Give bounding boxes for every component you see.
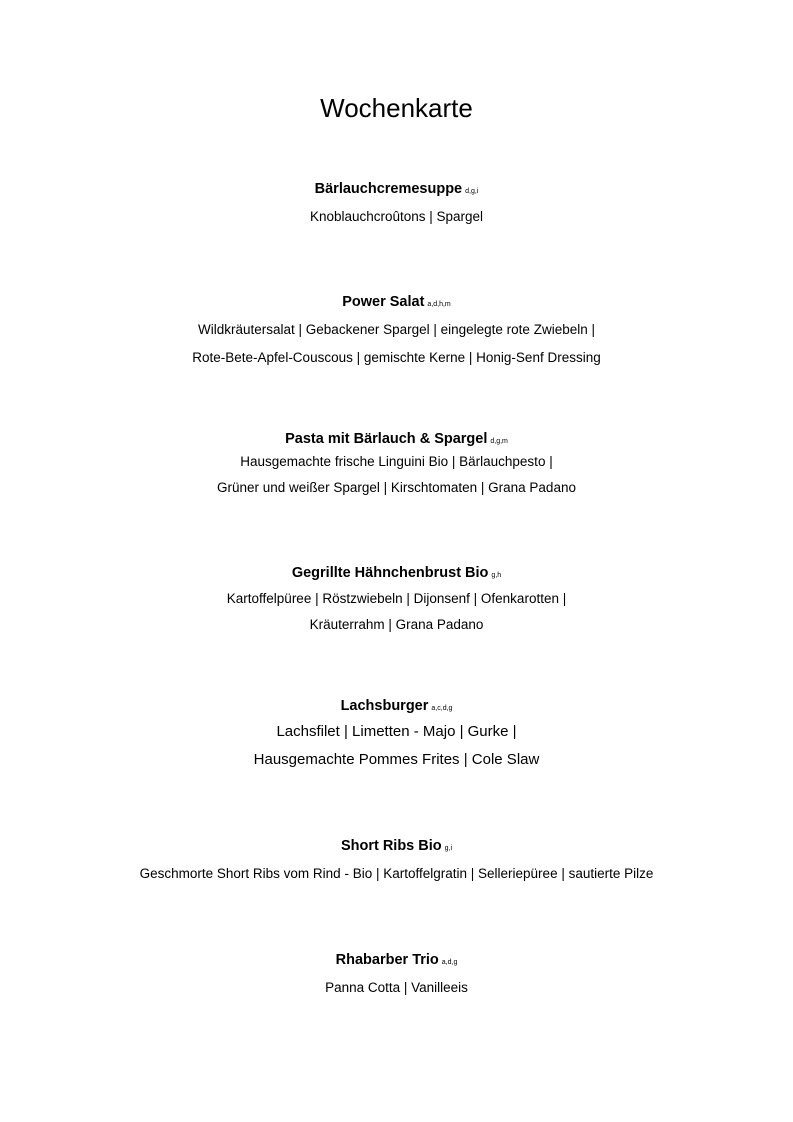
allergen-codes: g,h xyxy=(491,572,502,579)
page-title: Wochenkarte xyxy=(320,93,473,123)
dish-description-line: Hausgemachte frische Linguini Bio | Bärlauchpesto | xyxy=(240,454,553,469)
dish-title xyxy=(0,429,793,449)
dish-title xyxy=(0,179,793,199)
allergen-codes: a,d,h,m xyxy=(427,301,451,308)
menu-item-lachsburger xyxy=(0,696,793,774)
dish-title xyxy=(0,950,793,970)
allergen-codes: a,c,d,g xyxy=(431,705,453,712)
menu-item-baerlauchcremesuppe xyxy=(0,179,793,230)
dish-title xyxy=(0,563,793,583)
dish-name: Gegrillte Hähnchenbrust Bio xyxy=(291,565,489,581)
dish-description-line: Wildkräutersalat | Gebackener Spargel | eingelegte rote Zwiebeln | xyxy=(198,322,595,337)
dish-name: Pasta mit Bärlauch & Spargel xyxy=(285,431,488,447)
allergen-codes: g,i xyxy=(444,845,453,852)
dish-description-line: Kartoffelpüree | Röstzwiebeln | Dijonsenf | Ofenkarotten | xyxy=(226,591,567,606)
dish-description-line: Rote-Bete-Apfel-Couscous | gemischte Kerne | Honig-Senf Dressing xyxy=(192,350,601,365)
allergen-codes: d,g,i xyxy=(465,188,479,195)
menu-item-pasta xyxy=(0,429,793,501)
dish-description-line: Panna Cotta | Vanilleeis xyxy=(325,980,468,995)
dish-description-line: Lachsfilet | Limetten - Majo | Gurke | xyxy=(276,723,517,740)
dish-title xyxy=(0,836,793,856)
dish-title xyxy=(0,696,793,716)
dish-description-line: Knoblauchcroûtons | Spargel xyxy=(309,209,484,224)
dish-description-line: Grüner und weißer Spargel | Kirschtomaten | Grana Padano xyxy=(217,480,576,495)
menu-item-haehnchenbrust xyxy=(0,563,793,638)
dish-description-line: Kräuterrahm | Grana Padano xyxy=(309,617,484,632)
menu-item-short-ribs xyxy=(0,836,793,887)
dish-name: Bärlauchcremesuppe xyxy=(314,181,463,197)
allergen-codes: a,d,g xyxy=(441,959,458,966)
dish-name: Power Salat xyxy=(342,294,425,310)
dish-name: Lachsburger xyxy=(340,698,429,714)
menu-item-rhabarber-trio xyxy=(0,950,793,1001)
dish-description-line: Geschmorte Short Ribs vom Rind - Bio | Kartoffelgratin | Selleriepüree | sautierte Pilze xyxy=(139,866,654,881)
allergen-codes: d,g,m xyxy=(490,438,508,445)
dish-description-line: Hausgemachte Pommes Frites | Cole Slaw xyxy=(253,751,540,768)
dish-name: Short Ribs Bio xyxy=(340,838,442,854)
dish-title xyxy=(0,292,793,312)
dish-name: Rhabarber Trio xyxy=(335,952,439,968)
menu-item-power-salat xyxy=(0,292,793,371)
